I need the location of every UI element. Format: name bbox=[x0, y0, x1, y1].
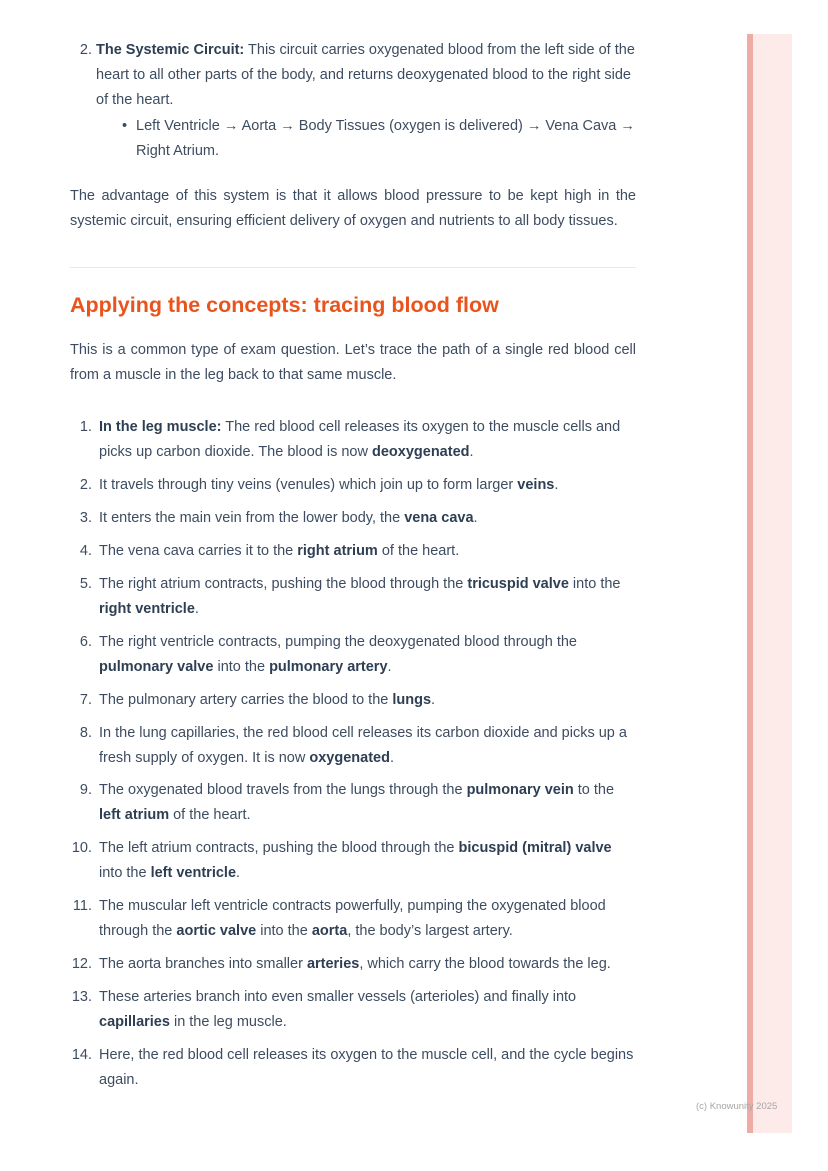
text-run: . bbox=[431, 691, 436, 708]
text-run: The right ventricle contracts, pumping the deoxygenated blood through the bbox=[99, 633, 577, 650]
list-item bbox=[96, 688, 636, 713]
list-item bbox=[96, 630, 636, 680]
text-run: The muscular left ventricle contracts powerfully, pumping the oxygenated blood through the bbox=[99, 898, 606, 940]
copyright-note: (c) Knowunity 2025 bbox=[696, 1101, 778, 1112]
bold-text: left atrium bbox=[99, 807, 170, 824]
list-item bbox=[96, 38, 636, 164]
advantage-paragraph: The advantage of this system is that it allows blood pressure to be kept high in the systemic circuit, ensuring efficient delivery of oxygen and nutrients to all body tissues. bbox=[70, 187, 636, 229]
text-run: of the heart. bbox=[169, 807, 251, 824]
text-run: , which carry the blood towards the leg. bbox=[359, 956, 611, 973]
bold-text: aorta bbox=[311, 923, 348, 940]
circulation-circuits-list bbox=[70, 38, 636, 164]
bold-text: vena cava bbox=[404, 510, 474, 527]
text-run: Left Ventricle → Aorta → Body Tissues (oxygen is delivered) → Vena Cava → Right Atrium. bbox=[136, 117, 635, 159]
bold-text: In the leg muscle: bbox=[99, 419, 222, 436]
list-item bbox=[96, 415, 636, 465]
bullet-item bbox=[120, 114, 636, 164]
bold-text: aortic valve bbox=[176, 923, 257, 940]
text-run: The pulmonary artery carries the blood to the bbox=[99, 691, 393, 708]
list-item bbox=[96, 1043, 636, 1093]
bold-text: right ventricle bbox=[99, 600, 195, 617]
bold-text: oxygenated bbox=[309, 749, 390, 766]
text-run: , the body’s largest artery. bbox=[347, 923, 513, 940]
text-run: It travels through tiny veins (venules) which join up to form larger bbox=[99, 477, 518, 494]
text-run: . bbox=[194, 600, 199, 617]
text-run: The oxygenated blood travels from the lungs through the bbox=[99, 782, 467, 799]
text-run: into the bbox=[99, 865, 151, 882]
list-item bbox=[96, 539, 636, 564]
bold-text: pulmonary artery bbox=[269, 658, 388, 675]
text-run: . bbox=[387, 658, 392, 675]
text-run: The left atrium contracts, pushing the blood through the bbox=[99, 840, 459, 857]
bold-text: left ventricle bbox=[150, 865, 237, 882]
section-heading: Applying the concepts: tracing blood flow bbox=[70, 292, 499, 317]
bold-text: deoxygenated bbox=[371, 444, 470, 461]
text-run: . bbox=[236, 865, 241, 882]
list-item bbox=[96, 952, 636, 977]
bold-text: pulmonary vein bbox=[466, 782, 574, 799]
text-run: The aorta branches into smaller bbox=[99, 956, 307, 973]
list-item bbox=[96, 473, 636, 498]
page-edge-pink-band bbox=[747, 34, 792, 1133]
bold-text: capillaries bbox=[99, 1013, 170, 1030]
list-item bbox=[96, 985, 636, 1035]
list-item bbox=[96, 572, 636, 622]
section-divider bbox=[70, 267, 636, 268]
list-item bbox=[96, 894, 636, 944]
text-run: . bbox=[473, 510, 478, 527]
text-run: to the bbox=[573, 782, 615, 799]
text-run: The vena cava carries it to the bbox=[99, 542, 298, 559]
bold-text: lungs bbox=[392, 691, 432, 708]
text-run: It enters the main vein from the lower body, the bbox=[99, 510, 405, 527]
bold-text: arteries bbox=[306, 956, 360, 973]
sub-bullet-list bbox=[96, 114, 636, 164]
text-run: The right atrium contracts, pushing the blood through the bbox=[99, 575, 468, 592]
text-run: This circuit carries oxygenated blood from the left side of the heart to all other parts of the body, and returns deoxygenated blood to the right side of the heart. bbox=[96, 42, 635, 108]
text-run: The red blood cell releases its oxygen to the muscle cells and picks up carbon dioxide. The blood is now bbox=[99, 419, 621, 461]
bold-text: bicuspid (mitral) valve bbox=[458, 840, 612, 857]
bold-text: pulmonary valve bbox=[99, 658, 214, 675]
list-item bbox=[96, 721, 636, 771]
text-run: of the heart. bbox=[377, 542, 460, 559]
bold-text: tricuspid valve bbox=[467, 575, 569, 592]
text-run: . bbox=[389, 749, 394, 766]
blood-flow-steps-list bbox=[70, 415, 636, 1093]
intro-paragraph: This is a common type of exam question. Let’s trace the path of a single red blood cell from a muscle in the leg back to that same muscle. bbox=[70, 342, 636, 384]
list-item bbox=[96, 836, 636, 886]
document-content bbox=[70, 38, 636, 1101]
bold-text: right atrium bbox=[297, 542, 378, 559]
list-item bbox=[96, 506, 636, 531]
bold-text: The Systemic Circuit: bbox=[96, 42, 245, 58]
list-item bbox=[96, 778, 636, 828]
text-run: into the bbox=[568, 575, 621, 592]
bold-text: veins bbox=[517, 477, 555, 494]
text-run: . bbox=[554, 477, 559, 494]
text-run: Here, the red blood cell releases its oxygen to the muscle cell, and the cycle begins again. bbox=[99, 1046, 634, 1088]
text-run: into the bbox=[256, 923, 312, 940]
text-run: in the leg muscle. bbox=[169, 1013, 287, 1030]
text-run: . bbox=[469, 444, 474, 461]
text-run: These arteries branch into even smaller vessels (arterioles) and finally into bbox=[99, 989, 577, 1006]
text-run: In the lung capillaries, the red blood cell releases its carbon dioxide and picks up a fresh supply of oxygen. It is now bbox=[99, 724, 627, 766]
text-run: into the bbox=[213, 658, 270, 675]
